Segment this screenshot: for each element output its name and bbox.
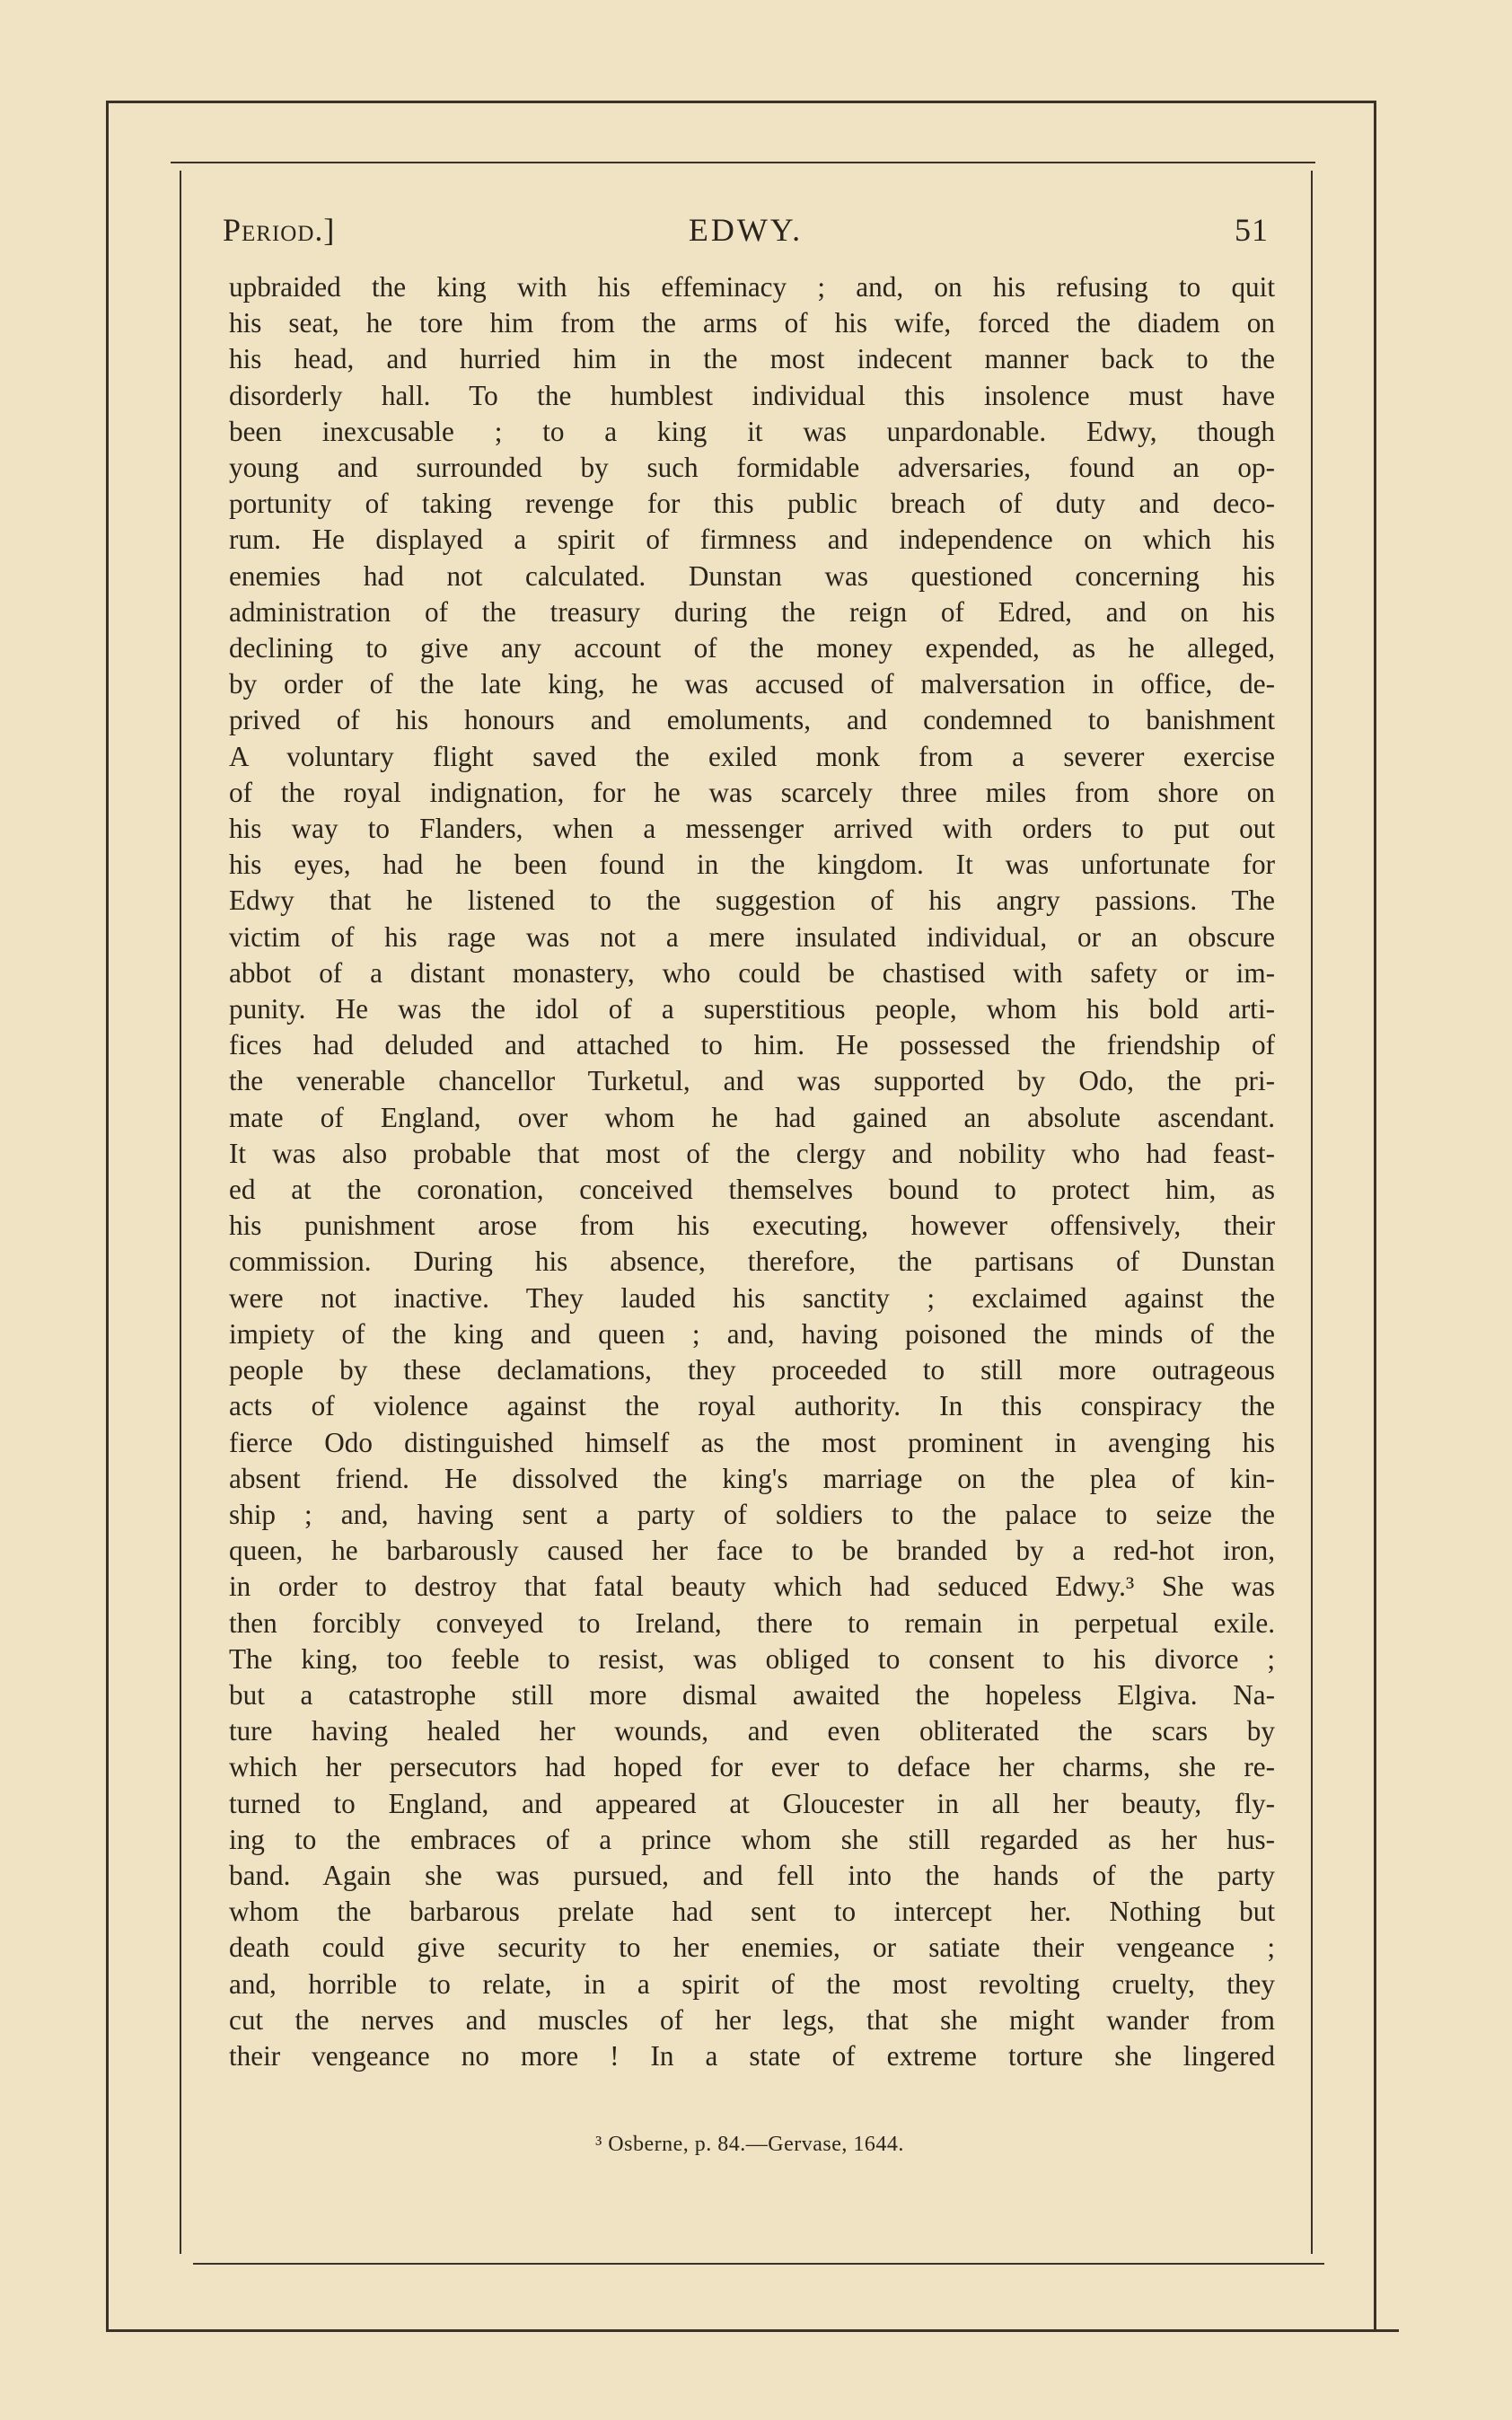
text-line: ture having healed her wounds, and even obliterated the scars by [229,1715,1275,1747]
text-line: the venerable chancellor Turketul, and was supported by Odo, the pri- [229,1065,1275,1097]
text-line: upbraided the king with his effeminacy ; and, on his refusing to quit [229,271,1275,303]
text-line: mate of England, over whom he had gained an absolute ascendant. [229,1101,1275,1133]
text-line: Edwy that he listened to the suggestion of his angry passions. The [229,884,1275,917]
text-line: his seat, he tore him from the arms of his wife, forced the diadem on [229,307,1275,339]
text-line: in order to destroy that fatal beauty which had seduced Edwy.³ She was [229,1571,1275,1603]
text-line: their vengeance no more ! In a state of extreme torture she lingered [229,2039,1275,2072]
text-line: punity. He was the idol of a superstitious people, whom his bold arti- [229,993,1275,1025]
text-line: young and surrounded by such formidable adversaries, found an op- [229,452,1275,484]
text-line: but a catastrophe still more dismal awaited the hopeless Elgiva. Na- [229,1678,1275,1711]
text-line: ship ; and, having sent a party of soldiers to the palace to seize the [229,1498,1275,1530]
text-line: whom the barbarous prelate had sent to intercept her. Nothing but [229,1896,1275,1928]
text-line: been inexcusable ; to a king it was unpardonable. Edwy, though [229,415,1275,447]
text-line: of the royal indignation, for he was scarcely three miles from shore on [229,776,1275,808]
text-line: acts of violence against the royal authority. In this conspiracy the [229,1390,1275,1422]
text-line: people by these declamations, they proceeded to still more outrageous [229,1354,1275,1386]
frame-bottom-rule [106,2329,1399,2332]
text-line: declining to give any account of the money expended, as he alleged, [229,632,1275,664]
text-line: his punishment arose from his executing, however offensively, their [229,1210,1275,1242]
text-line: then forcibly conveyed to Ireland, there to remain in perpetual exile. [229,1606,1275,1639]
text-line: victim of his rage was not a mere insulated individual, or an obscure [229,920,1275,953]
text-line: his eyes, had he been found in the kingdom. It was unfortunate for [229,849,1275,881]
text-line: A voluntary flight saved the exiled monk from a severer exercise [229,740,1275,772]
text-line: by order of the late king, he was accused of malversation in office, de- [229,668,1275,700]
frame-left-rule [106,101,109,2332]
header-title: EDWY. [688,212,804,248]
text-line: ed at the coronation, conceived themselves bound to protect him, as [229,1174,1275,1206]
text-line: were not inactive. They lauded his sanctity ; exclaimed against the [229,1281,1275,1314]
text-line: turned to England, and appeared at Gloucester in all her beauty, fly- [229,1787,1275,1819]
frame-top-rule [106,101,1376,103]
inner-top-rule [171,162,1315,163]
text-line: and, horrible to relate, in a spirit of the most revolting cruelty, they [229,1967,1275,2000]
text-line: band. Again she was pursued, and fell into the hands of the party [229,1859,1275,1891]
text-line: which her persecutors had hoped for ever to deface her charms, she re- [229,1751,1275,1783]
text-line: queen, he barbarously caused her face to be branded by a red-hot iron, [229,1535,1275,1567]
text-line: death could give security to her enemies, or satiate their vengeance ; [229,1932,1275,1964]
text-line: administration of the treasury during the reign of Edred, and on his [229,595,1275,628]
page-number: 51 [1235,212,1269,248]
text-line: impiety of the king and queen ; and, having poisoned the minds of the [229,1317,1275,1350]
frame-right-rule [1374,101,1376,2332]
text-line: prived of his honours and emoluments, and condemned to banishment [229,704,1275,736]
text-line: portunity of taking revenge for this public breach of duty and deco- [229,488,1275,520]
text-line: abbot of a distant monastery, who could be chastised with safety or im- [229,956,1275,989]
text-line: ing to the embraces of a prince whom she still regarded as her hus- [229,1823,1275,1855]
text-line: It was also probable that most of the clergy and nobility who had feast- [229,1137,1275,1169]
text-line: commission. During his absence, therefore, the partisans of Dunstan [229,1245,1275,1278]
text-line: disorderly hall. To the humblest individual this insolence must have [229,379,1275,411]
body-text [229,269,1275,2074]
footnote: ³ Osberne, p. 84.—Gervase, 1644. [595,2133,904,2156]
running-header [223,211,1269,256]
text-line: The king, too feeble to resist, was obliged to consent to his divorce ; [229,1642,1275,1675]
book-page [180,175,1320,2267]
text-line: his head, and hurried him in the most indecent manner back to the [229,343,1275,375]
header-period: Period.] [223,212,336,248]
text-line: enemies had not calculated. Dunstan was questioned concerning his [229,559,1275,592]
text-line: fierce Odo distinguished himself as the most prominent in avenging his [229,1426,1275,1458]
text-line: absent friend. He dissolved the king's marriage on the plea of kin- [229,1462,1275,1494]
text-line: cut the nerves and muscles of her legs, that she might wander from [229,2003,1275,2036]
text-line: rum. He displayed a spirit of firmness and independence on which his [229,524,1275,556]
text-line: fices had deluded and attached to him. He possessed the friendship of [229,1029,1275,1061]
text-line: his way to Flanders, when a messenger arrived with orders to put out [229,813,1275,845]
